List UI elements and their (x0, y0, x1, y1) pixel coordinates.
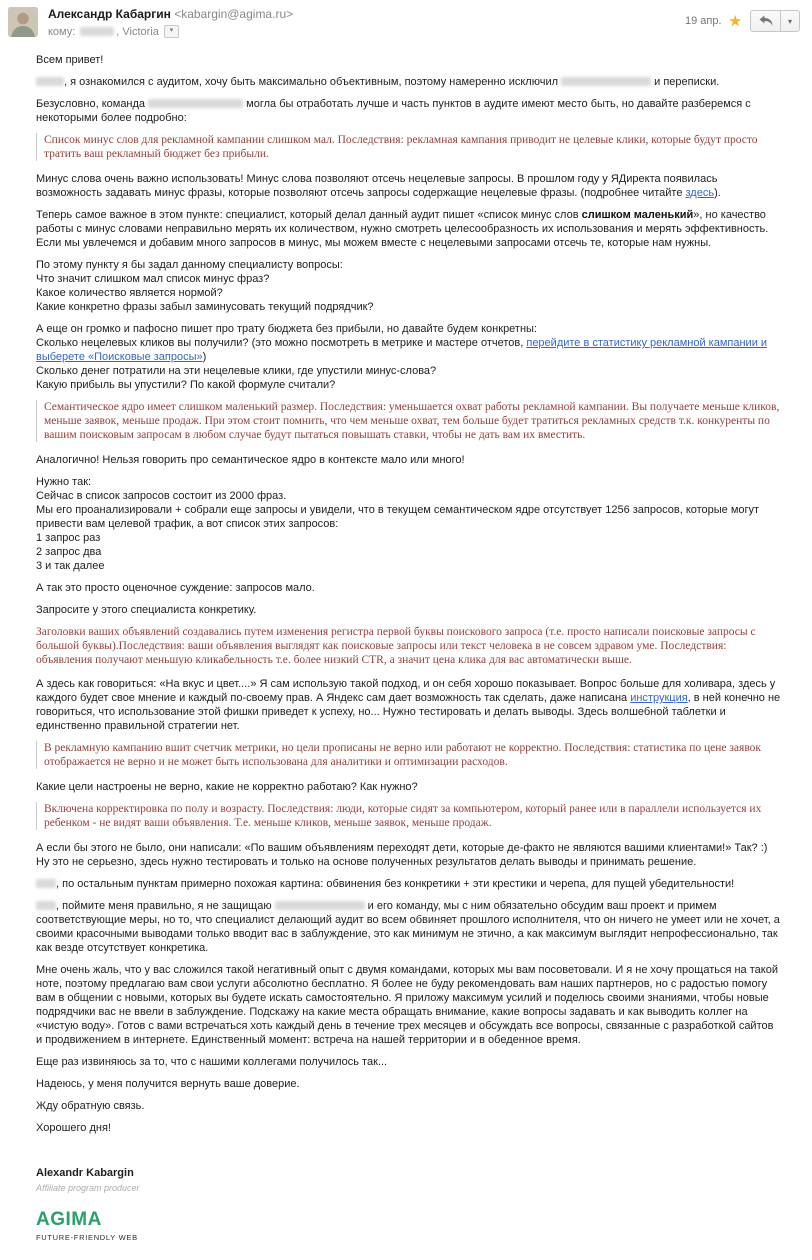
body-paragraph: Запросите у этого специалиста конкретику. (36, 604, 257, 616)
audit-quote: Список минус слов для рекламной кампании слишком мал. Последствия: рекламная кампания приводит не целевые клики, которые будут просто тратить ваш рекламный бюджет без прибыли. (36, 133, 782, 161)
email-header (0, 0, 812, 40)
body-paragraph: , по остальным пунктам примерно похожая картина: обвинения без конкретики + эти крестики и черепа, для пущей убедительности! (36, 877, 782, 891)
body-paragraph: Мне очень жаль, что у вас сложился такой негативный опыт с двумя командами, которых мы вам посоветовали. И я не хочу прощаться на такой ноте, поэтому предлагаю вам свои услуги абсолютно бесплатно. Я более не буду рекомендовать вам наших партнеров, но с радостью помогу вам в общении с новыми, которых вы будете искать самостоятельно. Я приложу максимум усилий и поделюсь своими знаниями, чтобы новые подрядчики вас не ввели в заблуждение. Подскажу на какие места обращать внимание, какие вопросы задавать и как выводить коллег на «чистую воду». Готов с вами встречаться хоть каждый день в течение трех месяцев и обсуждать все вопросы, связанные с разработкой сайтов и продвижением в интернете. Единственный момент: встреча на нашей территории и в обеденное время. (36, 964, 778, 1046)
body-paragraph: А если бы этого не было, они написали: «По вашим объявлениям переходят дети, которые де-факто не являются вашими клиентами!» Так? :) Ну это не серьезно, здесь нужно тестировать и только на основе полученных результатов делать выводы и принимать решение. (36, 842, 768, 868)
body-paragraph: А здесь как говориться: «На вкус и цвет....» Я сам использую такой подход, и он себя хорошо показывает. Вопрос больше для холивара, здесь у каждого будет свое мнение и каждый по-своему прав. А Яндекс сам дает возможность так сделать, даже написана инструкция, в ней конечно не говориться, что использование этой фишки приведет к успеху, но... Нужно тестировать и делать выводы. Здесь волшебной таблетки и единственно правильной стратегии нет. (36, 678, 781, 732)
show-details-button[interactable]: ▾ (164, 25, 179, 38)
person-photo-icon (8, 7, 38, 37)
sender-name: Александр Кабаргин (48, 7, 171, 21)
sender-email: <kabargin@agima.ru> (174, 7, 294, 21)
redacted-text (36, 879, 56, 888)
audit-quote: Семантическое ядро имеет слишком маленький размер. Последствия: уменьшается охват работы рекламной кампании. Вы получаете меньше кликов, меньше заявок, меньше продаж. При этом стоит помнить, что чем меньше охват, тем больше будет тратиться рекламных средств т.к. конкуренты по вашим поисковым запросам в любом случае будут пытаться повышать ставки, чтобы не дать вам их вместить. (36, 400, 782, 442)
signature-name: Alexandr Kabargin (36, 1167, 134, 1179)
star-icon[interactable]: ★ (728, 12, 742, 30)
redacted-text (148, 99, 243, 108)
email-signature (0, 1143, 812, 1260)
body-paragraph: Жду обратную связь. (36, 1100, 145, 1112)
inline-link-zdes[interactable]: здесь (685, 187, 715, 199)
audit-quote: В рекламную кампанию вшит счетчик метрики, но цели прописаны не верно или работают не корректно. Последствия: статистика по цене заявок отображается не верно и не может быть использована для аналитики и оптимизации расходов. (36, 741, 782, 769)
inline-link-instruction[interactable]: инструкция (630, 692, 688, 704)
body-paragraph: Аналогично! Нельзя говорить про семантическое ядро в контексте мало или много! (36, 454, 465, 466)
reply-button[interactable] (750, 10, 781, 32)
redacted-text (36, 901, 56, 910)
redacted-text (275, 901, 365, 910)
audit-quote-noborder: Заголовки ваших объявлений создавались путем изменения регистра первой буквы поискового запроса (т.е. просто написали поисковые запросы с большой буквы).Последствия: ваши объявления выглядят как поисковые запросы или текст человека в не совсем здравом уме. Последствия: объявления получают меньшую кликабельность т.е. более низкий CTR, а значит цена клика для вас автоматически выше. (36, 626, 756, 666)
list-paragraph: Нужно так: Сейчас в список запросов состоит из 2000 фраз. Мы его проанализировали + собрали еще запросы и увидели, что в текущем семантическом ядре отсутствует 1256 запросов, которые могут привести вам целевой трафик, а вот список этих запросов: 1 запрос раз 2 запрос два 3 и так далее (36, 476, 760, 572)
body-paragraph: А так это просто оценочное суждение: запросов мало. (36, 582, 315, 594)
agima-logo: AGIMA (36, 1209, 102, 1230)
body-paragraph: Минус слова очень важно использовать! Минус слова позволяют отсечь нецелевые запросы. В прошлом году у ЯДиректа появилась возможность задавать минус фразы, которые позволяют отсечь запросы содержащие нецелевые фразы. (подробнее читайте здесь). (36, 173, 721, 199)
body-paragraph: , я ознакомился с аудитом, хочу быть максимально объективным, поэтому намеренно исключил и переписки. (36, 75, 782, 89)
to-recipients: , Victoria (116, 25, 159, 38)
redacted-recipient (80, 27, 114, 36)
body-paragraph: Еще раз извиняюсь за то, что с нашими коллегами получилось так... (36, 1056, 388, 1068)
body-paragraph: Теперь самое важное в этом пункте: специалист, который делал данный аудит пишет «список минус слов слишком маленький», но качество работы с минус словами неправильно мерять их количеством, нужно смотреть целесообразность их использования и мерять эффективность. Если мы увлечемся и добавим много запросов в минус, мы можем вместе с нецелевыми запросами отсечь те, которые нам нужны. (36, 209, 769, 249)
redacted-text (36, 77, 64, 86)
questions-paragraph: По этому пункту я бы задал данному специалисту вопросы: Что значит слишком мал список минус фраз? Какое количество является нормой? Какие конкретно фразы забыл заминусовать текущий подрядчик? (36, 259, 374, 313)
agima-tagline: FUTURE-FRIENDLY WEB (36, 1233, 138, 1242)
body-paragraph: , поймите меня правильно, я не защищаю и его команду, мы с ним обязательно обсудим ваш проект и примем соответствующие меры, но то, что специалист делающий аудит во всем обвиняет прошлого исполнителя, что он ничего не умеет или не хочет, а своими красочными выводами только вводит вас в заблуждение, это как минимум не этично, а как максимум выглядит непрофессионально, так как везде отсутствует конкретика. (36, 900, 780, 954)
caret-down-icon: ▾ (787, 16, 792, 26)
email-date: 19 апр. (685, 15, 722, 27)
questions-paragraph: А еще он громко и пафосно пишет про трату бюджета без прибыли, но давайте будем конкретны: Сколько нецелевых кликов вы получили? (это можно посмотреть в метрике и мастере отчетов, перейдите в статистику рекламной кампании и выберете «Поисковые запросы») Сколько денег потратили на эти нецелевые клики, где упустили минус-слова? Какую прибыль вы упустили? По какой формуле считали? (36, 323, 768, 391)
redacted-text (561, 77, 651, 86)
closing-paragraph: Хорошего дня! (36, 1122, 111, 1134)
more-options-button[interactable] (781, 10, 800, 32)
body-paragraph: Надеюсь, у меня получится вернуть ваше доверие. (36, 1078, 300, 1090)
bold-text: слишком маленький (581, 209, 694, 221)
greeting-paragraph: Всем привет! (36, 54, 104, 66)
email-body (0, 40, 812, 1135)
to-label: кому: (48, 25, 76, 38)
inline-link-statistics[interactable]: перейдите в статистику рекламной кампании и выберете «Поисковые запросы» (36, 337, 768, 363)
signature-job-title: Affiliate program producer (36, 1183, 140, 1193)
body-paragraph: Какие цели настроены не верно, какие не корректно работаю? Как нужно? (36, 781, 418, 793)
audit-quote: Включена корректировка по полу и возрасту. Последствия: люди, которые сидят за компьютером, который ранее или в параллели используется их ребенком - не видят ваши объявления. Т.е. меньше кликов, меньше заявок, меньше продаж. (36, 802, 782, 830)
reply-arrow-icon (759, 15, 773, 27)
body-paragraph: Безусловно, команда могла бы отработать лучше и часть пунктов в аудите имеют место быть, но давайте разберемся с некоторыми более подробно: (36, 98, 751, 124)
sender-avatar (8, 7, 38, 37)
